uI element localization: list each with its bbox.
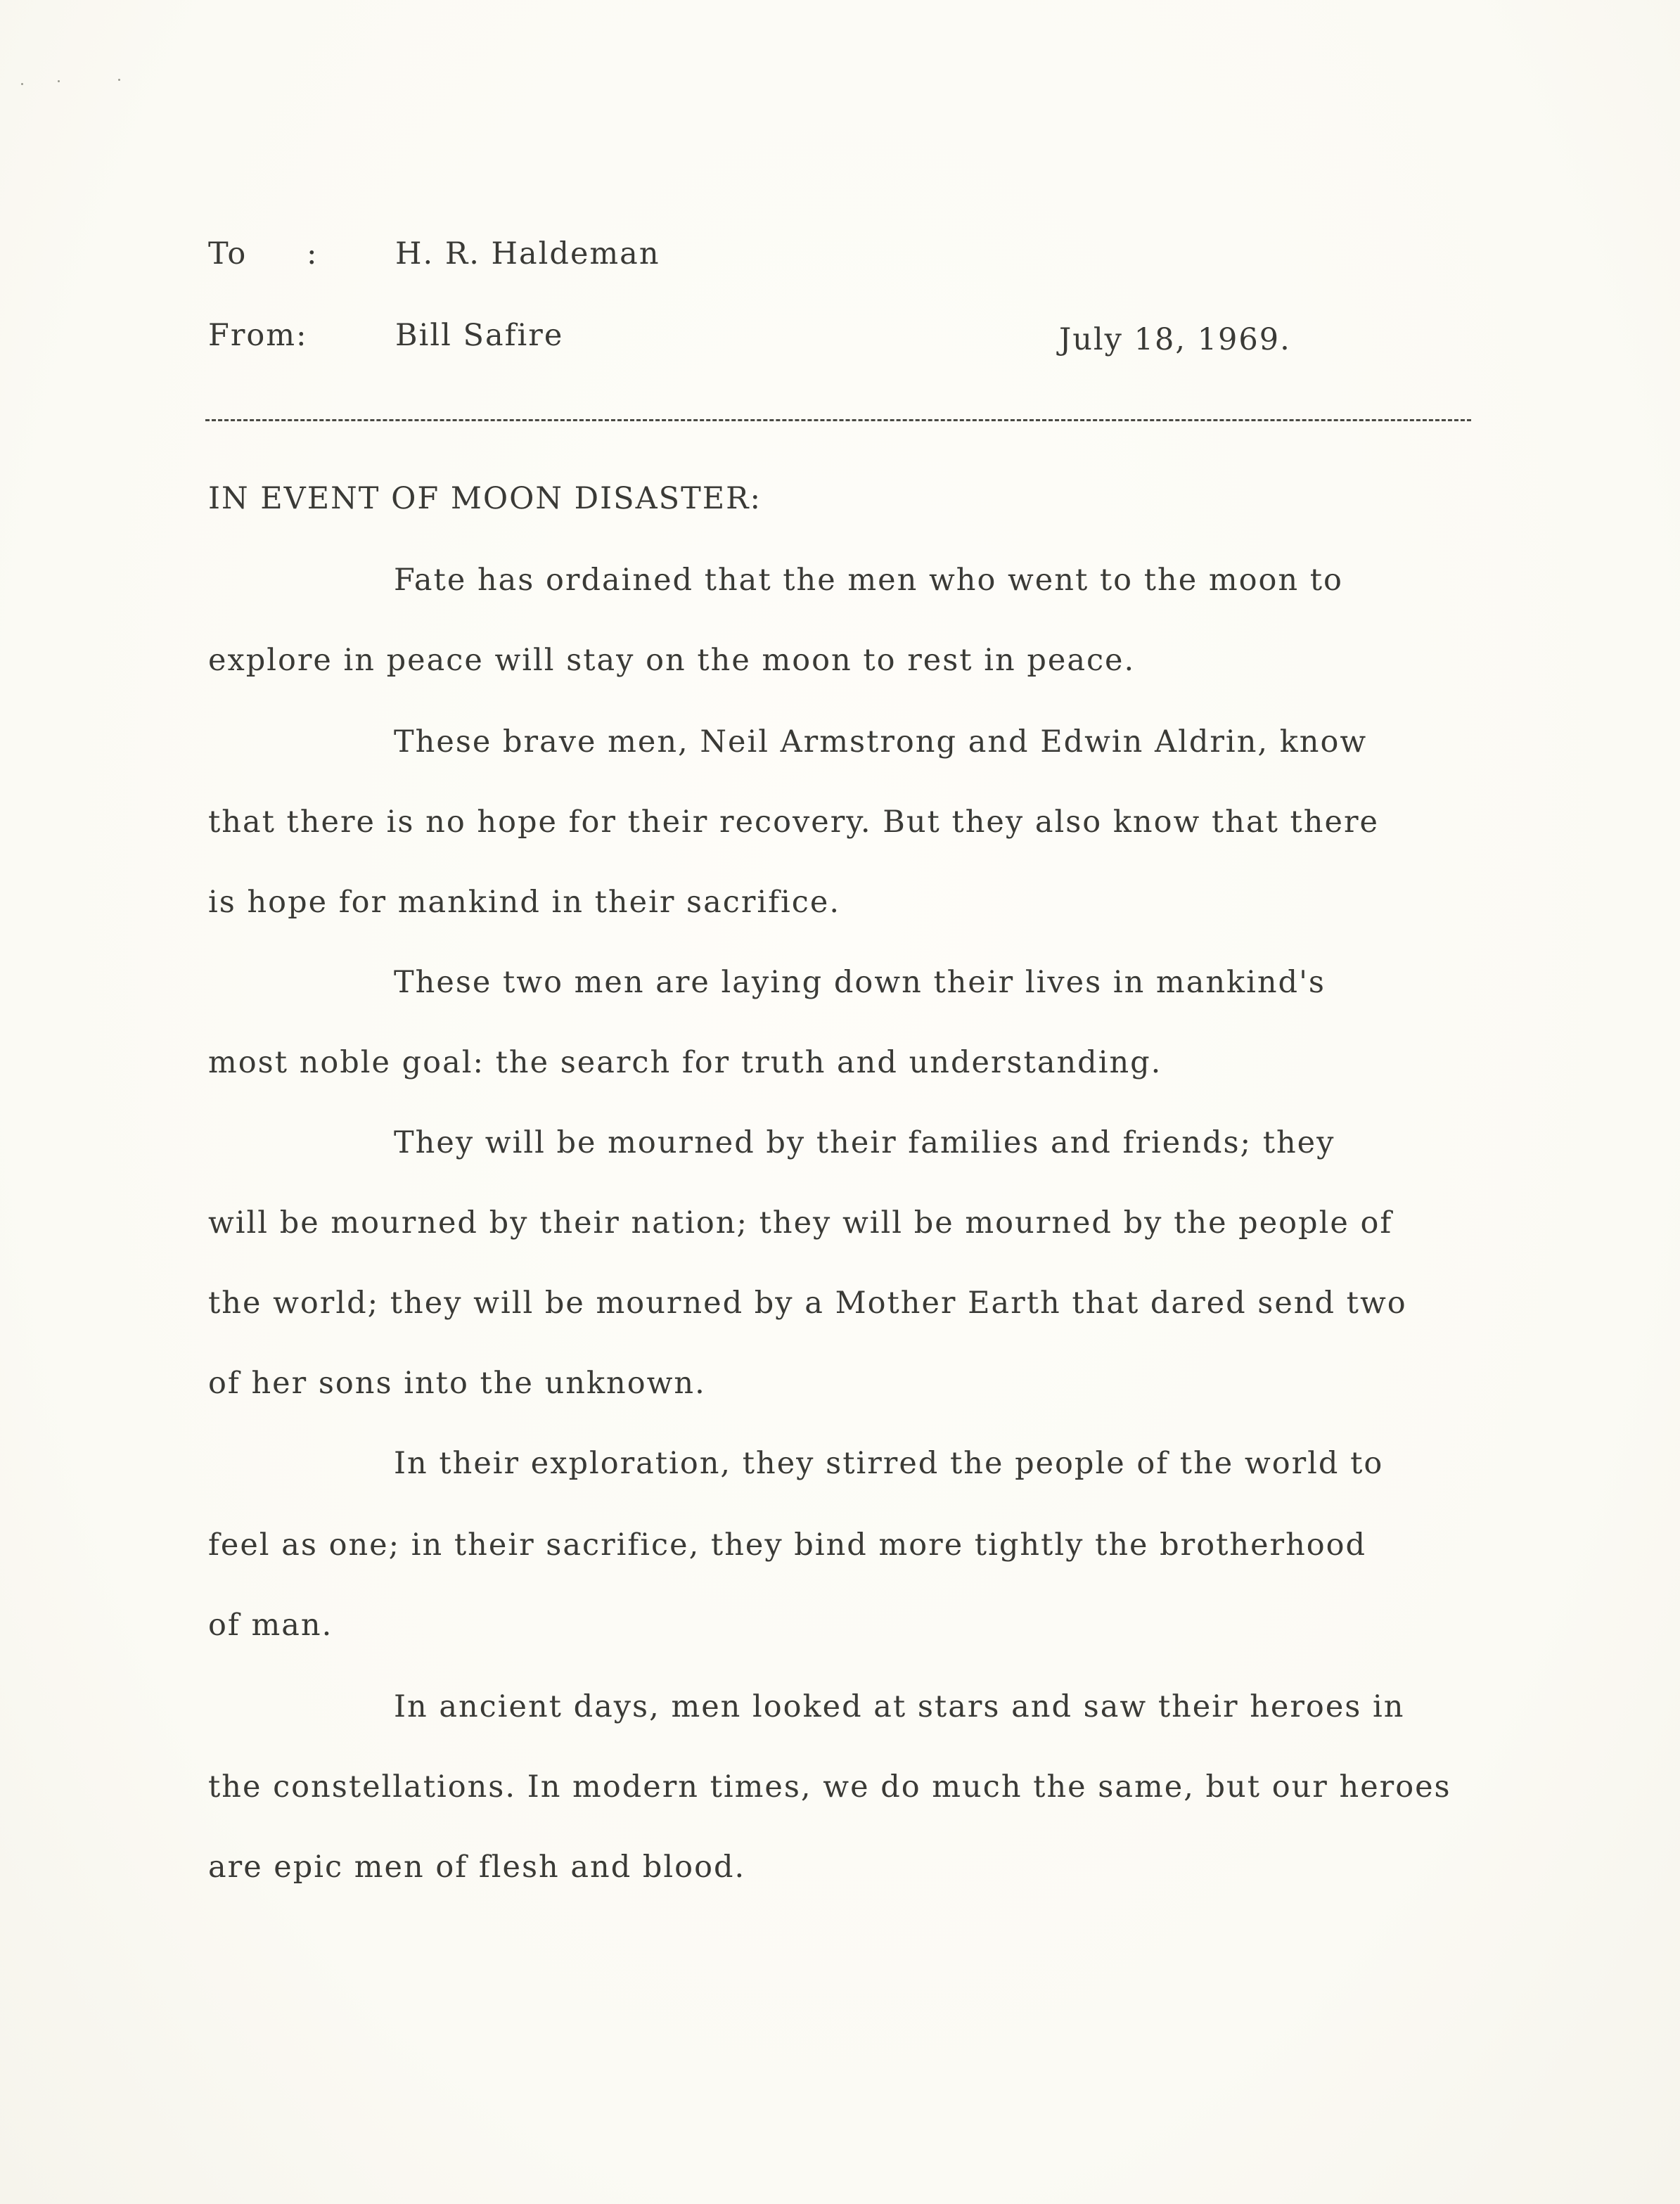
- from-name: Bill Safire: [395, 318, 564, 353]
- body-line: of man.: [208, 1608, 333, 1643]
- body-line: the world; they will be mourned by a Mother Earth that dared send two: [208, 1286, 1407, 1321]
- body-line: They will be mourned by their families and friends; they: [394, 1125, 1335, 1160]
- body-line: These two men are laying down their lives in mankind's: [394, 965, 1326, 1000]
- to-name: H. R. Haldeman: [395, 236, 660, 271]
- to-label: To: [208, 236, 248, 271]
- to-colon: :: [307, 236, 319, 271]
- body-line: feel as one; in their sacrifice, they bind more tightly the brotherhood: [208, 1527, 1367, 1563]
- body-line: explore in peace will stay on the moon to rest in peace.: [208, 643, 1136, 678]
- paper-speck: [118, 79, 120, 81]
- body-line: In ancient days, men looked at stars and saw their heroes in: [394, 1689, 1405, 1724]
- from-label: From:: [208, 318, 308, 353]
- body-line: most noble goal: the search for truth and understanding.: [208, 1045, 1162, 1080]
- body-line: is hope for mankind in their sacrifice.: [208, 885, 841, 920]
- memo-date: July 18, 1969.: [1059, 322, 1291, 357]
- body-line: are epic men of flesh and blood.: [208, 1850, 746, 1885]
- paper-speck: [21, 83, 23, 85]
- body-line: Fate has ordained that the men who went to the moon to: [394, 563, 1343, 598]
- body-line: the constellations. In modern times, we do much the same, but our heroes: [208, 1769, 1451, 1805]
- body-line: that there is no hope for their recovery. But they also know that there: [208, 805, 1379, 840]
- body-line: These brave men, Neil Armstrong and Edwin Aldrin, know: [394, 724, 1368, 760]
- paper-speck: [58, 80, 60, 82]
- memo-heading: IN EVENT OF MOON DISASTER:: [208, 481, 762, 516]
- body-line: of her sons into the unknown.: [208, 1366, 706, 1401]
- dashed-divider: [205, 419, 1471, 421]
- body-line: In their exploration, they stirred the people of the world to: [394, 1446, 1384, 1481]
- body-line: will be mourned by their nation; they will be mourned by the people of: [208, 1205, 1393, 1241]
